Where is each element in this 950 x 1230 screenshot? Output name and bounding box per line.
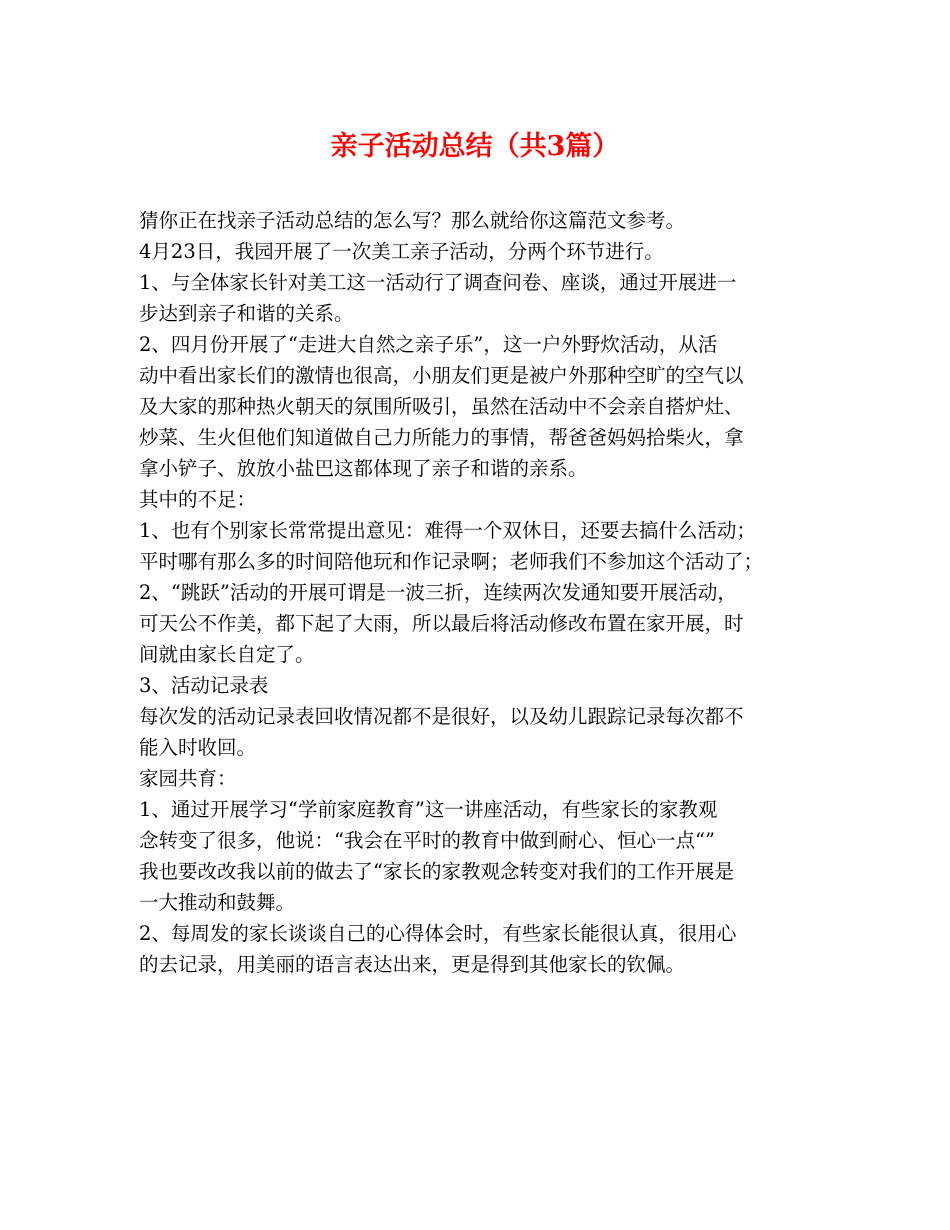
document-title: 亲子活动总结（共3篇） — [330, 131, 620, 162]
document-body — [139, 205, 819, 980]
body-line: 及大家的那种热火朝天的氛围所吸引，虽然在活动中不会亲自搭炉灶、 — [139, 395, 744, 418]
body-line: 2、“跳跃”活动的开展可谓是一波三折，连续两次发通知要开展活动， — [139, 581, 737, 604]
body-line: 步达到亲子和谐的关系。 — [139, 302, 354, 325]
body-line: 2、四月份开展了“走进大自然之亲子乐”，这一户外野炊活动，从活 — [139, 333, 718, 356]
body-line: 1、与全体家长针对美工这一活动行了调查问卷、座谈，通过开展进一 — [139, 271, 737, 294]
body-line: 动中看出家长们的激情也很高，小朋友们更是被户外那种空旷的空气以 — [139, 364, 744, 387]
body-line: 念转变了很多，他说：“我会在平时的教育中做到耐心、恒心一点“” — [139, 829, 715, 852]
body-line: 一大推动和鼓舞。 — [139, 891, 296, 914]
body-line: 炒菜、生火但他们知道做自己力所能力的事情，帮爸爸妈妈拾柴火，拿 — [139, 426, 744, 449]
body-line: 每次发的活动记录表回收情况都不是很好，以及幼儿跟踪记录每次都不 — [139, 705, 744, 728]
body-line: 的去记录，用美丽的语言表达出来，更是得到其他家长的钦佩。 — [139, 953, 686, 976]
body-line: 猜你正在找亲子活动总结的怎么写？那么就给你这篇范文参考。 — [139, 209, 686, 232]
body-line: 可天公不作美，都下起了大雨，所以最后将活动修改布置在家开展，时 — [139, 612, 744, 635]
body-line: 其中的不足： — [139, 488, 257, 511]
body-line: 间就由家长自定了。 — [139, 643, 315, 666]
body-line: 拿小铲子、放放小盐巴这都体现了亲子和谐的亲系。 — [139, 457, 588, 480]
body-line: 平时哪有那么多的时间陪他玩和作记录啊；老师我们不参加这个活动了； — [139, 550, 764, 573]
body-line: 3、活动记录表 — [139, 674, 269, 697]
body-line: 2、每周发的家长谈谈自己的心得体会时，有些家长能很认真，很用心 — [139, 922, 737, 945]
body-line: 1、也有个别家长常常提出意见：难得一个双休日，还要去搞什么活动； — [139, 519, 756, 542]
body-line: 能入时收回。 — [139, 736, 257, 759]
body-line: 家园共育： — [139, 767, 237, 790]
body-line: 4月23日，我园开展了一次美工亲子活动，分两个环节进行。 — [139, 240, 664, 263]
body-line: 我也要改改我以前的做去了“家长的家教观念转变对我们的工作开展是 — [139, 860, 734, 883]
body-line: 1、通过开展学习“学前家庭教育”这一讲座活动，有些家长的家教观 — [139, 798, 718, 821]
